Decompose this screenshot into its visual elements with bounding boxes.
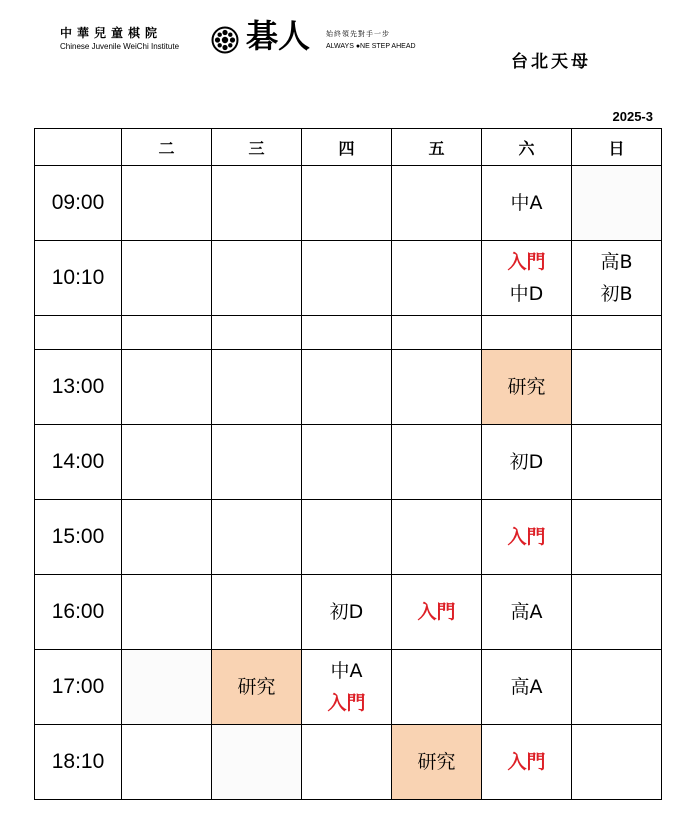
day-header: 三 [212,129,302,166]
day-header: 日 [572,129,662,166]
class-label: 中D [509,283,544,305]
schedule-cell [572,425,662,500]
schedule-cell [572,650,662,725]
time-slot-row [35,725,662,800]
schedule-cell [482,500,572,575]
schedule-cell [302,575,392,650]
org-name-en: Chinese Juvenile WeiChi Institute [60,42,180,51]
schedule-cell [392,241,482,316]
schedule-cell [302,650,392,725]
schedule-cell [482,316,572,350]
schedule-cell [392,500,482,575]
schedule-cell [572,316,662,350]
study-session-label: 研究 [237,676,276,698]
intro-class-label: 入門 [327,692,366,714]
schedule-cell [572,350,662,425]
class-label: 初D [509,451,544,473]
intro-class-label: 入門 [417,601,456,623]
schedule-cell [122,575,212,650]
time-label: 15:00 [35,500,122,575]
schedule-cell [392,575,482,650]
time-label: 16:00 [35,575,122,650]
schedule-cell [482,575,572,650]
schedule-cell [482,650,572,725]
schedule-cell [392,316,482,350]
schedule-cell [302,425,392,500]
time-label: 13:00 [35,350,122,425]
time-slot-row [35,650,662,725]
schedule-cell [302,241,392,316]
schedule-cell [212,425,302,500]
schedule-cell [122,350,212,425]
time-label: 18:10 [35,725,122,800]
schedule-cell [212,500,302,575]
schedule-cell [392,650,482,725]
study-session-label: 研究 [417,751,456,773]
schedule-cell [392,425,482,500]
class-label: 初D [329,601,364,623]
time-label [35,316,122,350]
go-stone-emblem-icon [211,26,239,54]
schedule-cell [482,350,572,425]
corner-cell [35,129,122,166]
schedule-cell [302,166,392,241]
org-logo [60,26,179,52]
day-header: 四 [302,129,392,166]
brand-logo-text: 碁人 [246,17,311,55]
intro-class-label: 入門 [507,751,546,773]
day-header: 六 [482,129,572,166]
schedule-cell [212,575,302,650]
class-label: 初B [600,283,633,305]
class-label: 高A [510,676,543,698]
schedule-cell [572,241,662,316]
day-header: 五 [392,129,482,166]
schedule-cell [392,725,482,800]
schedule-cell [572,575,662,650]
org-name-zh: 中華兒童棋院 [60,26,163,40]
time-slot-row [35,500,662,575]
schedule-cell [302,316,392,350]
intro-class-label: 入門 [507,251,546,273]
schedule-cell [212,725,302,800]
schedule-cell [572,500,662,575]
schedule-cell [392,350,482,425]
schedule-cell [122,166,212,241]
schedule-cell [302,725,392,800]
schedule-cell [212,650,302,725]
class-label: 高A [510,601,543,623]
schedule-cell [122,500,212,575]
time-slot-row [35,316,662,350]
schedule-cell [572,166,662,241]
time-slot-row [35,575,662,650]
schedule-cell [392,166,482,241]
intro-class-label: 入門 [507,526,546,548]
schedule-cell [302,500,392,575]
schedule-cell [482,425,572,500]
schedule-cell [482,725,572,800]
schedule-cell [482,241,572,316]
schedule-cell [572,725,662,800]
time-label: 10:10 [35,241,122,316]
schedule-cell [482,166,572,241]
tagline [326,30,416,51]
schedule-cell [122,425,212,500]
tagline-en: ALWAYS ●NE STEP AHEAD [326,43,416,50]
time-slot-row [35,425,662,500]
schedule-cell [122,650,212,725]
schedule-cell [122,725,212,800]
schedule-cell [302,350,392,425]
schedule-cell [212,166,302,241]
time-label: 09:00 [35,166,122,241]
schedule-cell [122,241,212,316]
time-slot-row [35,166,662,241]
schedule-month: 2025-3 [612,109,653,124]
time-slot-row [35,350,662,425]
schedule-table [34,128,662,800]
day-header-row [35,129,662,166]
schedule-cell [122,316,212,350]
branch-name: 台北天母 [511,52,591,72]
class-label: 中A [510,192,543,214]
time-slot-row [35,241,662,316]
time-label: 17:00 [35,650,122,725]
schedule-cell [212,350,302,425]
time-label: 14:00 [35,425,122,500]
day-header: 二 [122,129,212,166]
schedule-cell [212,316,302,350]
study-session-label: 研究 [507,376,546,398]
class-label: 高B [600,251,633,273]
class-label: 中A [330,660,363,682]
tagline-zh: 始終領先對手一步 [326,30,390,38]
schedule-cell [212,241,302,316]
